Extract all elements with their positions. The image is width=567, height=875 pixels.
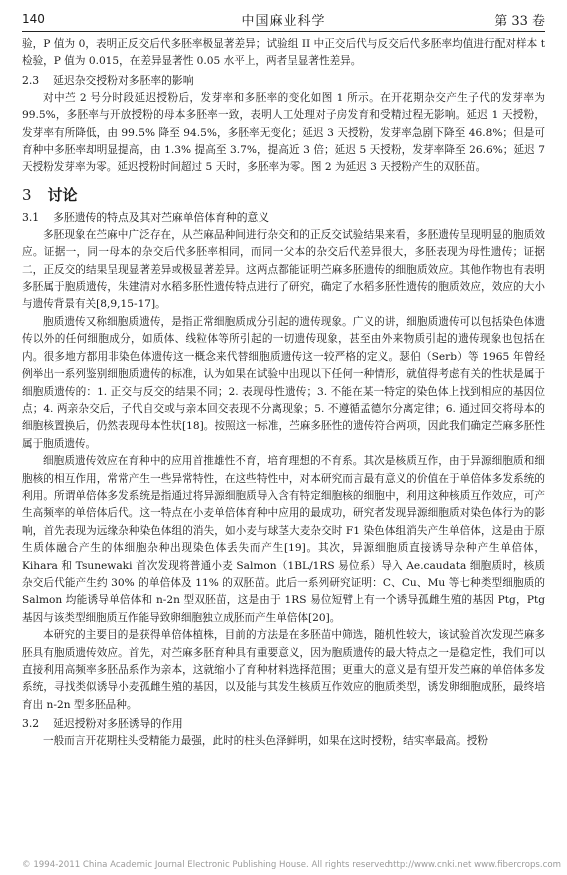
section-title: 多胚遗传的特点及其对苎麻单倍体育种的意义 <box>53 210 270 224</box>
section-heading-3 <box>22 183 545 207</box>
section-title: 延迟杂交授粉对多胚率的影响 <box>53 73 194 87</box>
paragraph-2-3: 对中苎 2 号分时段延迟授粉后，发芽率和多胚率的变化如图 1 所示。在开花期杂交产生子代的发芽率为 99.5%，多胚率与开放授粉的母本多胚率一致，表明人工处理对子房发育和受精过程无影响。延迟 1 天授粉，发芽率有所降低，由 99.5% 降至 94.5%，多胚率无变化；延迟 3 天授粉，发芽率急剧下降至 46.8%；但是可育种中多胚率却明显提高，由 1.3% 提高至 3.7%，提高近 3 倍；延迟 5 天授粉，发芽率降至 26.6%；延迟 7 天授粉发芽率为零。延迟授粉时间超过 5 天时，多胚率为零。图 2 为延迟 3 天授粉产生的双胚苗。 <box>22 91 545 174</box>
paragraph-3-1-b: 胞质遗传又称细胞质遗传，是指正常细胞质成分引起的遗传现象。广义的讲，细胞质遗传可以包括染色体遗传以外的任何细胞成分，如质体、线粒体等所引起的一切遗传现象，甚至由外来物质引起的遗传现象也包括在内。很多地方都用非染色体遗传这一概念来代替细胞质遗传这一较严格的定义。瑟伯（Serb）等 1965 年曾经例举出一系列鉴别细胞质遗传的标准，认为如果在试验中出现以下任何一种情形，就值得考虑有关的性状是属于细胞质遗传的：1. 正交与反交的结果不同；2. 表现母性遗传；3. 不能在某一特定的染色体上找到相应的基因位点；4. 两亲杂交后，子代自交或与亲本回交表现不分离现象；5. 不遵循孟德尔分离定律；6. 通过回交将母本的细胞核置换后，仍然表现母本性状[18]。按照这一标准，苎麻多胚性的遗传符合两项，因此我们确定苎麻多胚性属于胞质遗传。 <box>22 315 545 450</box>
section-title: 讨论 <box>47 185 78 204</box>
paragraph-3-1-d: 本研究的主要目的是获得单倍体植株，目前的方法是在多胚苗中筛选，随机性较大，该试验首次发现苎麻多胚具有胞质遗传效应。首先，对苎麻多胚育种具有重要意义，因为胞质遗传的最大特点之一是稳定性，我们可以直接利用高频率多胚品系作为亲本，这就缩小了育种材料选择范围；更重大的意义是有望开发苎麻的单倍体多发系统，寻找类似诱导小麦孤雌生殖的基因，以及能与其发生核质互作效应的胞质类型，诱发卵细胞成胚，最终培育出 n-2n 型多胚品种。 <box>22 629 545 711</box>
paragraph-intro: 验，P 值为 0，表明正反交后代多胚率极显著差异；试验组 II 中正交后代与反交后代多胚率均值进行配对样本 t 检验，P 值为 0.015，在差异显著性 0.05 水平上，两者呈显著性差异。 <box>22 38 545 68</box>
copyright-notice: © 1994-2011 China Academic Journal Electronic Publishing House. All rights reserved. <box>22 860 393 870</box>
section-number: 3.2 <box>22 717 40 731</box>
article-body <box>22 36 545 751</box>
paragraph-3-1-c: 细胞质遗传效应在育种中的应用首推雄性不育，培育理想的不育系。其次是核质互作，由于异源细胞质和细胞核的相互作用，常常产生一些异常特性，在这些特性中，对本研究而言最有意义的价值在于单倍体多发系统的利用。所谓单倍体多发系统是指通过将异源细胞质导入含有特定细胞核的细胞中，利用这种核质互作效应，可产生高频率的单倍体后代。这一特点在小麦单倍体育种中应用的最成功，研究者发现异源细胞质对染色体行为的影响，首先表现为远缘杂种染色体组的消失，如小麦与球茎大麦杂交时 F1 染色体组消失产生单倍体，这是由于原生质体融合产生的体细胞杂种出现染色体丢失而产生[19]。其次，异源细胞质直接诱导杂种产生单倍体，Kihara 和 Tsunewaki 首次发现将普通小麦 Salmon（1BL/1RS 易位系）导入 Ae.caudata 细胞质时，核质杂交后代能产生约 30% 的单倍体及 11% 的双胚苗。此后一系列研究证明：C、Cu、Mu 等七种类型细胞质的 Salmon 均能诱导单倍体和 n-2n 型双胚苗，这是由于 1RS 易位短臂上有一个诱导孤雌生殖的基因 Ptg，Ptg 基因与该类型细胞质互作能导致卵细胞独立成胚而产生单倍体[20]。 <box>22 455 545 624</box>
paragraph-3-1-a: 多胚现象在苎麻中广泛存在，从苎麻品种间进行杂交和的正反交试验结果来看，多胚遗传呈现明显的胞质效应。证据一，同一母本的杂交后代多胚率相同，而同一父本的杂交后代差异很大，多胚表现为母性遗传；证据二，正反交的结果呈现显著差异或极显著差异。这两点都能证明苎麻多胚遗传的细胞质效应。其他作物也有表明多胚属于胞质遗传，朱建清对水稻多胚性遗传特点进行了研究，确定了水稻多胚性遗传的胞质效应，效应的大小与遗传背景有关[8,9,15-17]。 <box>22 228 545 311</box>
paragraph-3-2: 一般而言开花期柱头受精能力最强，此时的柱头色泽鲜明，如果在这时授粉，结实率最高。授粉 <box>43 735 488 748</box>
section-heading-2-3 <box>22 72 545 90</box>
journal-title: 中国麻业科学 <box>241 14 326 29</box>
section-number: 2.3 <box>22 73 40 87</box>
watermark-url: http://www.cnki.net www.fibercrops.com <box>387 860 561 870</box>
section-number: 3 <box>22 185 32 204</box>
section-number: 3.1 <box>22 210 40 224</box>
section-title: 延迟授粉对多胚诱导的作用 <box>53 717 183 731</box>
page-footer <box>0 858 567 875</box>
section-heading-3-2 <box>22 715 545 733</box>
running-header <box>22 8 545 30</box>
page-number: 140 <box>22 12 45 26</box>
volume-label: 第 33 卷 <box>494 14 545 29</box>
section-heading-3-1 <box>22 209 545 227</box>
header-rule <box>22 31 545 32</box>
